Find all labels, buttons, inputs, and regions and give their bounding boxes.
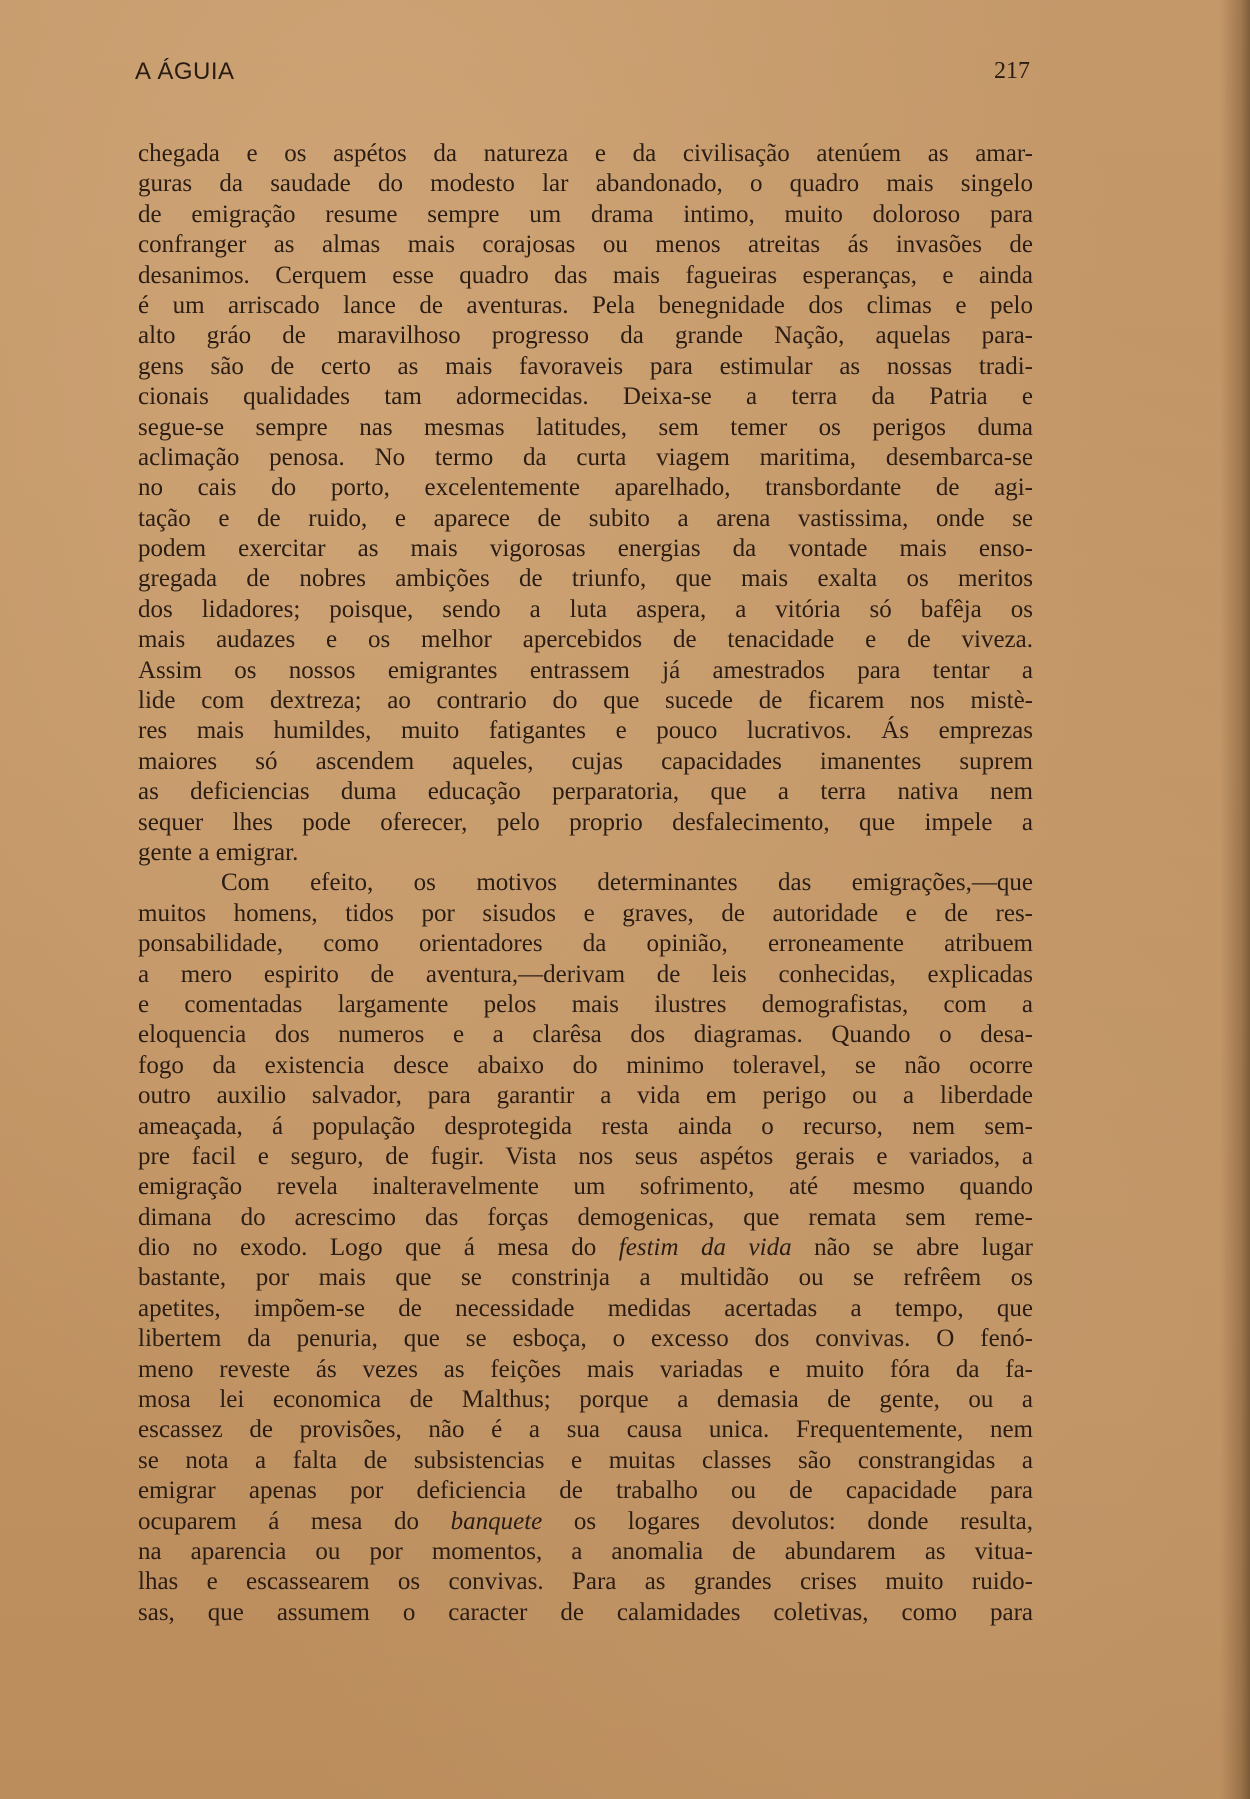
text-line (138, 838, 1033, 868)
text-line (138, 1294, 1033, 1324)
text-segment: desanimos. Cerquem esse quadro das mais fagueiras esperanças, e ainda (138, 261, 1033, 289)
text-line (138, 1324, 1033, 1354)
text-segment: segue-se sempre nas mesmas latitudes, sem temer os perigos duma (138, 413, 1033, 441)
text-line (138, 1020, 1033, 1050)
text-segment: eloquencia dos numeros e a clarêsa dos diagramas. Quando o desa- (138, 1021, 1033, 1049)
text-line (138, 1263, 1033, 1293)
text-segment: ponsabilidade, como orientadores da opinião, erroneamente atribuem (138, 930, 1033, 958)
text-segment: ameaçada, á população desprotegida resta ainda o recurso, nem sem- (138, 1112, 1033, 1140)
text-line (138, 960, 1033, 990)
text-line (138, 413, 1033, 443)
running-head: A ÁGUIA (135, 58, 235, 85)
text-segment: se nota a falta de subsistencias e muitas classes são constrangidas a (138, 1446, 1033, 1474)
text-segment: muitos homens, tidos por sisudos e graves, de autoridade e de res- (138, 899, 1033, 927)
text-line (138, 534, 1033, 564)
text-line (138, 777, 1033, 807)
text-segment: gregada de nobres ambições de triunfo, que mais exalta os meritos (138, 565, 1033, 593)
text-segment: emigrar apenas por deficiencia de trabalho ou de capacidade para (138, 1477, 1033, 1505)
text-segment: mais audazes e os melhor apercebidos de tenacidade e de viveza. (138, 626, 1033, 654)
text-line (138, 504, 1033, 534)
text-segment: e comentadas largamente pelos mais ilustres demografistas, com a (138, 990, 1033, 1018)
text-line (138, 200, 1033, 230)
text-line (138, 321, 1033, 351)
text-line (138, 291, 1033, 321)
text-segment: aclimação penosa. No termo da curta viagem maritima, desembarca-se (138, 443, 1033, 471)
text-segment: apetites, impõem-se de necessidade medidas acertadas a tempo, que (138, 1294, 1033, 1322)
text-line (138, 1142, 1033, 1172)
text-segment: cionais qualidades tam adormecidas. Deixa-se a terra da Patria e (138, 383, 1033, 411)
text-line (138, 656, 1033, 686)
text-segment: alto gráo de maravilhoso progresso da grande Nação, aquelas para- (138, 322, 1033, 350)
text-line (138, 595, 1033, 625)
text-line (138, 1385, 1033, 1415)
text-line (138, 169, 1033, 199)
text-segment: emigração revela inalteravelmente um sofrimento, até mesmo quando (138, 1173, 1033, 1201)
text-segment: dio no exodo. Logo que á mesa do (138, 1234, 619, 1262)
text-segment: gente a emigrar. (138, 838, 299, 866)
text-line (138, 261, 1033, 291)
text-segment: sequer lhes pode oferecer, pelo proprio desfalecimento, que impele a (138, 808, 1033, 836)
text-segment: dimana do acrescimo das forças demogenicas, que remata sem reme- (138, 1203, 1033, 1231)
text-line (138, 747, 1033, 777)
text-segment: res mais humildes, muito fatigantes e pouco lucrativos. Ás emprezas (138, 717, 1033, 745)
text-line (138, 625, 1033, 655)
text-segment: chegada e os aspétos da natureza e da civilisação atenúem as amar- (138, 140, 1033, 167)
text-line (138, 1415, 1033, 1445)
text-line (138, 473, 1033, 503)
text-segment: é um arriscado lance de aventuras. Pela benegnidade dos climas e pelo (138, 291, 1033, 319)
text-line (138, 1172, 1033, 1202)
text-segment: não se abre lugar (791, 1234, 1034, 1262)
text-segment: escassez de provisões, não é a sua causa unica. Frequentemente, nem (138, 1416, 1033, 1444)
text-line (138, 990, 1033, 1020)
text-line (138, 1446, 1033, 1476)
page-edge-shadow (1220, 0, 1250, 1799)
text-segment: lide com dextreza; ao contrario do que sucede de ficarem nos mistè- (138, 687, 1033, 715)
text-line (138, 1081, 1033, 1111)
text-segment: a mero espirito de aventura,—derivam de leis conhecidas, explicadas (138, 960, 1033, 988)
text-segment: lhas e escassearem os convivas. Para as grandes crises muito ruido- (138, 1568, 1033, 1596)
text-segment: pre facil e seguro, de fugir. Vista nos seus aspétos gerais e variados, a (138, 1142, 1033, 1170)
text-line (138, 352, 1033, 382)
italic-phrase: festim da vida (618, 1234, 792, 1262)
text-line (138, 716, 1033, 746)
text-segment: bastante, por mais que se constrinja a multidão ou se refrêem os (138, 1264, 1033, 1292)
text-segment: confranger as almas mais corajosas ou menos atreitas ás invasões de (138, 231, 1033, 259)
text-line (138, 382, 1033, 412)
text-segment: podem exercitar as mais vigorosas energias da vontade mais enso- (138, 535, 1033, 563)
text-segment: meno reveste ás vezes as feições mais variadas e muito fóra da fa- (138, 1355, 1033, 1383)
text-line (138, 564, 1033, 594)
text-segment: outro auxilio salvador, para garantir a vida em perigo ou a liberdade (138, 1082, 1033, 1110)
text-segment: Assim os nossos emigrantes entrassem já amestrados para tentar a (138, 656, 1033, 684)
page-header (135, 58, 1030, 90)
text-line (138, 139, 1033, 169)
text-segment: dos lidadores; poisque, sendo a luta aspera, a vitória só bafêja os (138, 595, 1033, 623)
text-line (138, 1203, 1033, 1233)
text-segment: sas, que assumem o caracter de calamidades coletivas, como para (138, 1598, 1033, 1626)
text-segment: os logares devolutos: donde resulta, (542, 1507, 1033, 1535)
page-number: 217 (994, 58, 1030, 84)
body-text (138, 139, 1033, 1628)
text-segment: libertem da penuria, que se esboça, o excesso dos convivas. O fenó- (138, 1325, 1033, 1353)
text-line (138, 1233, 1033, 1263)
text-segment: no cais do porto, excelentemente aparelhado, transbordante de agi- (138, 474, 1033, 502)
text-segment: gens são de certo as mais favoraveis para estimular as nossas tradi- (138, 352, 1033, 380)
text-line (138, 686, 1033, 716)
text-segment: Com efeito, os motivos determinantes das emigrações,—que (221, 869, 1033, 897)
text-segment: mosa lei economica de Malthus; porque a demasia de gente, ou a (138, 1386, 1033, 1414)
text-segment: fogo da existencia desce abaixo do minimo toleravel, se não ocorre (138, 1051, 1033, 1079)
text-line (138, 899, 1033, 929)
text-line (138, 808, 1033, 838)
text-line (138, 1355, 1033, 1385)
text-segment: as deficiencias duma educação perparatoria, que a terra nativa nem (138, 778, 1033, 806)
italic-phrase: banquete (450, 1507, 543, 1535)
text-line (138, 1051, 1033, 1081)
text-line (138, 443, 1033, 473)
text-segment: de emigração resume sempre um drama intimo, muito doloroso para (138, 200, 1033, 228)
text-segment: tação e de ruido, e aparece de subito a arena vastissima, onde se (138, 504, 1033, 532)
text-line (138, 868, 1033, 898)
text-segment: ocuparem á mesa do (138, 1507, 451, 1535)
text-line (138, 1598, 1033, 1628)
text-line (138, 230, 1033, 260)
text-segment: guras da saudade do modesto lar abandonado, o quadro mais singelo (138, 170, 1033, 198)
text-line (138, 1112, 1033, 1142)
text-line (138, 1567, 1033, 1597)
text-segment: na aparencia ou por momentos, a anomalia de abundarem as vitua- (138, 1537, 1033, 1565)
text-line (138, 1537, 1033, 1567)
text-segment: maiores só ascendem aqueles, cujas capacidades imanentes suprem (138, 747, 1033, 775)
text-line (138, 1476, 1033, 1506)
text-line (138, 1507, 1033, 1537)
text-line (138, 929, 1033, 959)
